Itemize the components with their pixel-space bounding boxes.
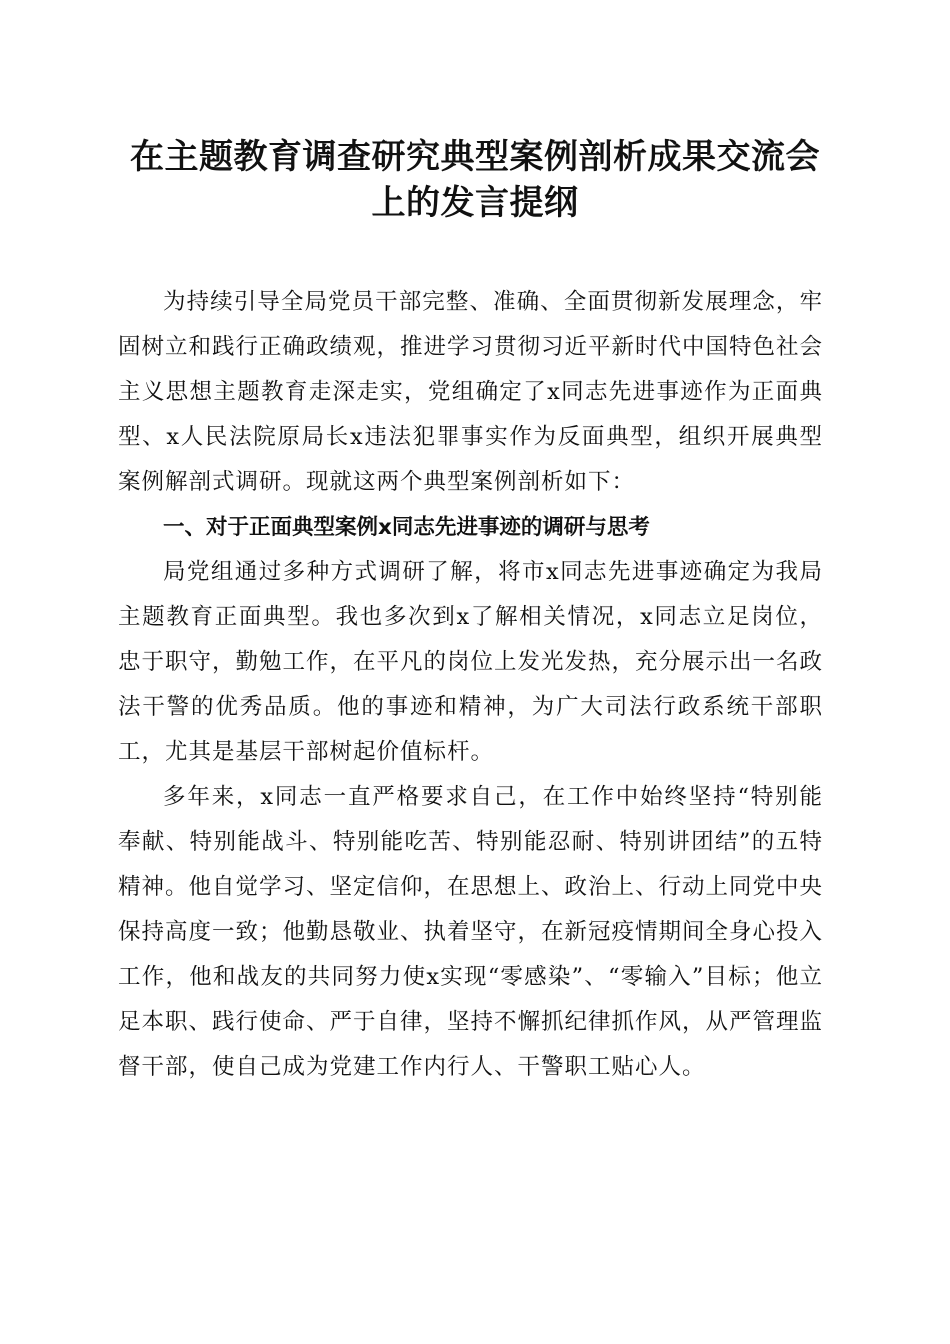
document-body [118, 280, 823, 1090]
body-paragraph: 局党组通过多种方式调研了解，将市x同志先进事迹确定为我局主题教育正面典型。我也多次到x了解相关情况，x同志立足岗位，忠于职守，勤勉工作，在平凡的岗位上发光发热，充分展示出一名政法干警的优秀品质。他的事迹和精神，为广大司法行政系统干部职工，尤其是基层干部树起价值标杆。 [118, 559, 824, 765]
body-paragraph: 多年来，x同志一直严格要求自己，在工作中始终坚持“特别能奉献、特别能战斗、特别能吃苦、特别能忍耐、特别讲团结”的五特精神。他自觉学习、坚定信仰，在思想上、政治上、行动上同党中央保持高度一致；他勤恳敬业、执着坚守，在新冠疫情期间全身心投入工作，他和战友的共同努力使x实现“零感染”、“零输入”目标；他立足本职、践行使命、严于自律，坚持不懈抓纪律抓作风，从严管理监督干部，使自己成为党建工作内行人、干警职工贴心人。 [118, 784, 824, 1080]
document-title [100, 134, 850, 226]
title-line-2: 上的发言提纲 [371, 183, 579, 223]
section-heading: 一、对于正面典型案例x同志先进事迹的调研与思考 [163, 515, 650, 540]
title-line-1: 在主题教育调查研究典型案例剖析成果交流会 [130, 137, 820, 177]
intro-paragraph: 为持续引导全局党员干部完整、准确、全面贯彻新发展理念，牢固树立和践行正确政绩观，推进学习贯彻习近平新时代中国特色社会主义思想主题教育走深走实，党组确定了x同志先进事迹作为正面典型、x人民法院原局长x违法犯罪事实作为反面典型，组织开展典型案例解剖式调研。现就这两个典型案例剖析如下： [118, 289, 824, 495]
